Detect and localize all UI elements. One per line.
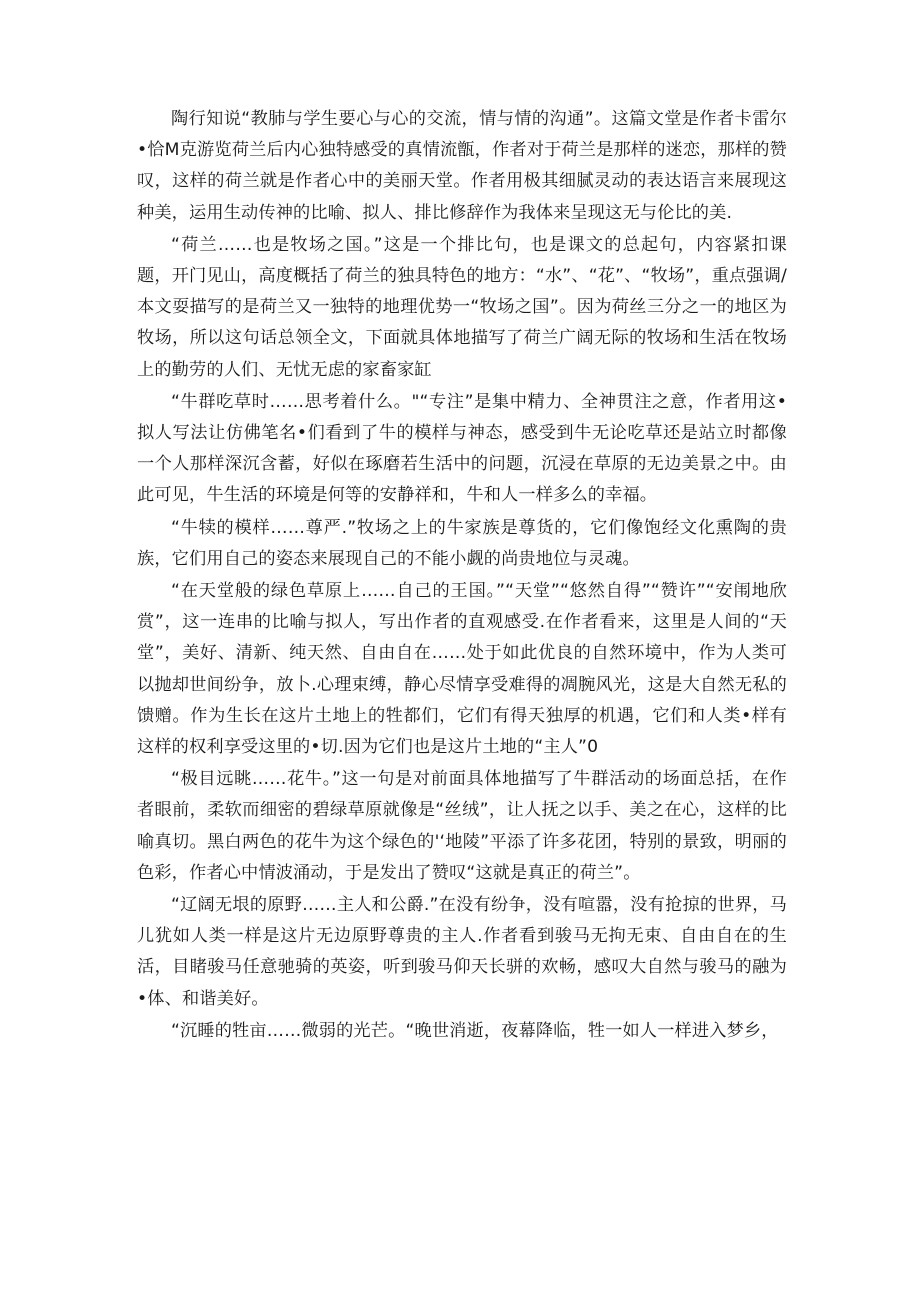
paragraph-green-pasture: “在天堂般的绿色草原上……自己的王国。”“天堂”“悠然自得”“赞许”“安闱地欣赏”，这一连串的比喻与拟人，写出作者的直观感受.在作者看来，这里是人间的“天堂”，美好、清新、纯天然、自由自在……处于如此优良的自然环境中，作为人类可以抛却世间纷争，放卜.心理束缚，静心尽情享受难得的凋腕风光，这是大自然无私的馈赠。作为生长在这片土地上的牲都们，它们有得天独厚的机遇，它们和人类•样有这样的权利享受这里的•切.因为它们也是这片土地的“主人”0 — [137, 581, 787, 758]
document-body — [137, 104, 787, 1048]
paragraph-horses: “辽阔无垠的原野……主人和公爵.”在没有纷争，没有喧嚣，没有抢掠的世界，马儿犹如人类一样是这片无边原野尊贵的主人.作者看到骏马无拘无束、自由自在的生活，目睹骏马任意驰骑的英姿，听到骏马仰天长骈的欢畅，感叹大自然与骏马的融为•体、和谐美好。 — [137, 895, 787, 1009]
paragraph-cattle-grazing: “牛群吃草时……思考着什么。"“专注”是集中精力、全神贯注之意，作者用这•拟人写法让仿佛笔名•们看到了牛的模样与神态，感受到牛无论吃草还是站立时都像一个人那样深沉含蓄，好似在琢磨若生活中的问题，沉浸在草原的无边美景之中。由此可见，牛生活的环境是何等的安静祥和，牛和人一样多么的幸福。 — [137, 391, 787, 506]
paragraph-intro: 陶行知说“教肺与学生要心与心的交流，情与情的沟通”。这篇文堂是作者卡雷尔•恰M克游览荷兰后内心独特感受的真情流甑，作者对于荷兰是那样的迷恋，那样的赞叹，这样的荷兰就是作者心中的美丽天堂。作者用极其细腻灵动的表达语言来展现这种美，运用生动传神的比喻、拟人、排比修辞作为我体来呈现这无与伦比的美. — [137, 109, 787, 223]
paragraph-gaze-afar: “极目远眺……花牛。”这一句是对前面具体地描写了牛群活动的场面总括，在作者眼前，柔软而细密的碧绿草原就像是“丝绒”，让人抚之以手、美之在心，这样的比喻真切。黑白两色的花牛为这个绿色的'‘地陵”平添了许多花团，特别的景致，明丽的色彩，作者心中情波涌动，于是发出了赞叹“这就是真正的荷兰”。 — [137, 769, 787, 883]
paragraph-calves: “牛犊的模样……尊严.”牧场之上的牛家族是尊货的，它们像饱经文化熏陶的贵族，它们用自己的姿态来展现自己的不能小觑的尚贵地位与灵魂。 — [137, 517, 787, 569]
paragraph-pasture-country: “荷兰……也是牧场之国。”这是一个排比句，也是课文的总起句，内容紧扣课题，开门见山，高度概括了荷兰的独具特色的地方：“水”、“花”、“牧场”，重点强调/本文耍描写的是荷兰又一独特的地理优势一“牧场之国”。因为荷丝三分之一的地区为牧场，所以这句话总领全文，下面就具体地描写了荷兰广阔无际的牧场和生活在牧场上的勤劳的人们、无忧无虑的家畜家缸 — [137, 234, 787, 380]
paragraph-sleeping-livestock: “沉睡的牲亩……微弱的光芒。“晚世消逝，夜幕降临，牲一如人一样进入梦乡， — [171, 1020, 779, 1041]
